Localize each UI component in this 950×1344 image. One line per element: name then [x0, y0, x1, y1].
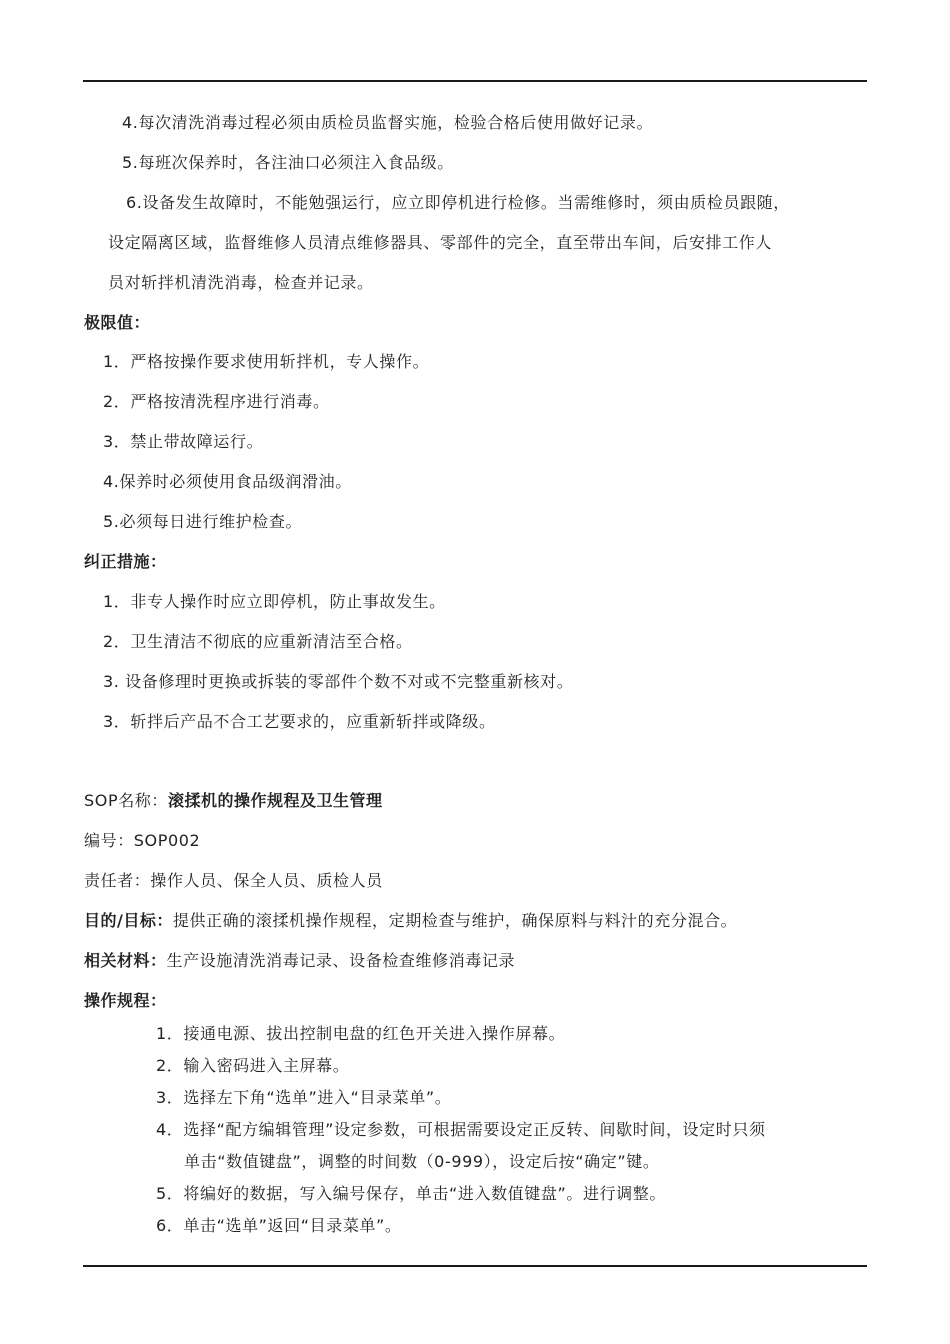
- section-heading-limits: 极限值：: [84, 313, 151, 332]
- list-item: 6.设备发生故障时，不能勉强运行，应立即停机进行检修。当需维修时，须由质检员跟随，: [126, 193, 790, 212]
- procedure-step: 3．选择左下角“选单”进入“目录菜单”。: [156, 1088, 452, 1107]
- sop-materials-label: 相关材料：: [84, 951, 167, 970]
- list-item-continuation: 设定隔离区域，监督维修人员清点维修器具、零部件的完全，直至带出车间，后安排工作人: [108, 233, 773, 252]
- list-item: 3．斩拌后产品不合工艺要求的，应重新斩拌或降级。: [103, 712, 496, 731]
- sop-purpose-label: 目的/目标：: [84, 911, 173, 930]
- list-item: 4.每次清洗消毒过程必须由质检员监督实施，检验合格后使用做好记录。: [122, 113, 654, 132]
- list-item: 3．禁止带故障运行。: [103, 432, 264, 451]
- sop-materials: [84, 951, 515, 971]
- header-rule: [83, 80, 867, 82]
- list-item: 5.每班次保养时，各注油口必须注入食品级。: [122, 153, 454, 172]
- list-item: 3. 设备修理时更换或拆装的零部件个数不对或不完整重新核对。: [103, 672, 574, 691]
- list-item: 4.保养时必须使用食品级润滑油。: [103, 472, 352, 491]
- procedure-step: 6．单击“选单”返回“目录菜单”。: [156, 1216, 402, 1235]
- sop-title: [84, 791, 383, 811]
- section-heading-corrective: 纠正措施：: [84, 552, 167, 571]
- sop-materials-value: 生产设施清洗消毒记录、设备检查维修消毒记录: [166, 951, 516, 970]
- sop-title-label: SOP名称：: [84, 791, 168, 810]
- procedure-step-continuation: 单击“数值键盘”，调整的时间数（0-999），设定后按“确定”键。: [184, 1152, 660, 1171]
- sop-responsible: 责任者：操作人员、保全人员、质检人员: [84, 871, 383, 890]
- list-item: 1．非专人操作时应立即停机，防止事故发生。: [103, 592, 446, 611]
- sop-title-value: 滚揉机的操作规程及卫生管理: [168, 791, 383, 810]
- list-item: 1．严格按操作要求使用斩拌机，专人操作。: [103, 352, 430, 371]
- list-item: 2．卫生清洁不彻底的应重新清洁至合格。: [103, 632, 413, 651]
- procedure-step: 2．输入密码进入主屏幕。: [156, 1056, 350, 1075]
- procedure-step: 5．将编好的数据，写入编号保存，单击“进入数值键盘”。进行调整。: [156, 1184, 666, 1203]
- list-item: 2．严格按清洗程序进行消毒。: [103, 392, 330, 411]
- list-item: 5.必须每日进行维护检查。: [103, 512, 303, 531]
- procedure-step: 4．选择“配方编辑管理”设定参数，可根据需要设定正反转、间歇时间，设定时只须: [156, 1120, 766, 1139]
- list-item-continuation: 员对斩拌机清洗消毒，检查并记录。: [108, 273, 374, 292]
- section-heading-procedure: 操作规程：: [84, 991, 167, 1010]
- footer-rule: [83, 1265, 867, 1267]
- sop-purpose-value: 提供正确的滚揉机操作规程，定期检查与维护，确保原料与料汁的充分混合。: [172, 911, 738, 930]
- sop-purpose: [84, 911, 737, 931]
- sop-code: 编号：SOP002: [84, 831, 201, 850]
- procedure-step: 1．接通电源、拔出控制电盘的红色开关进入操作屏幕。: [156, 1024, 566, 1043]
